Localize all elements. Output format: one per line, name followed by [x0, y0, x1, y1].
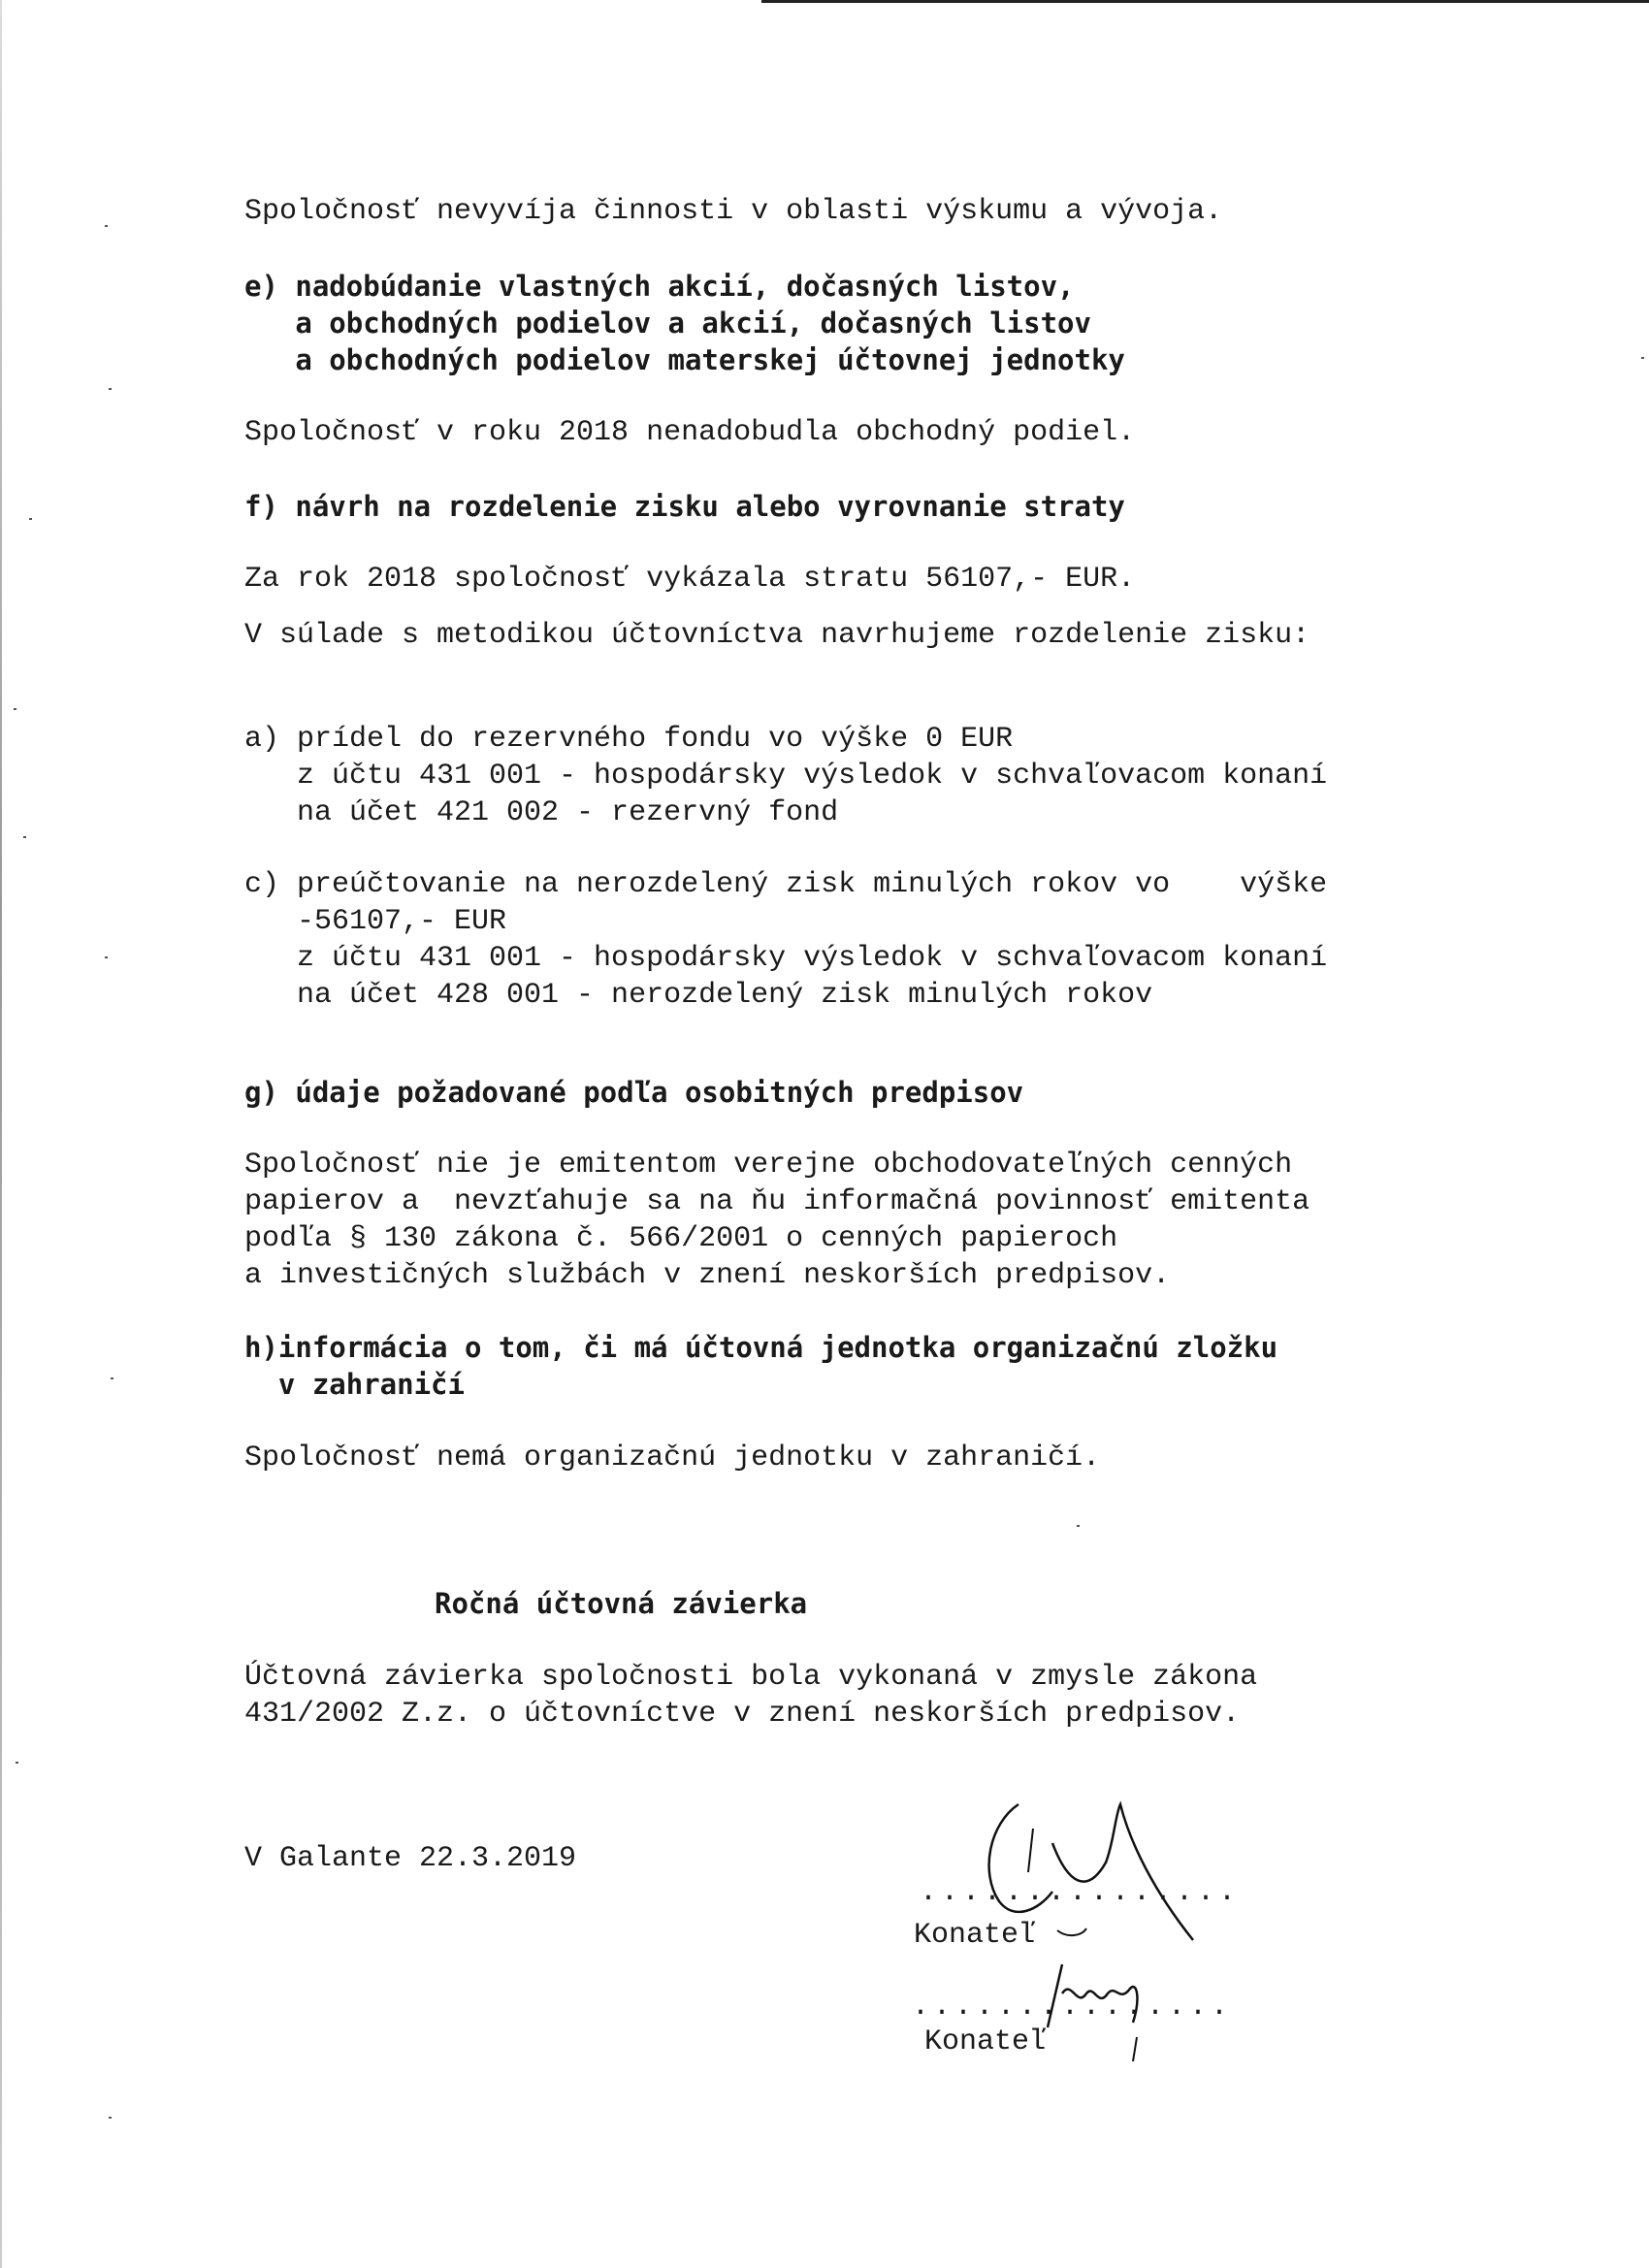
item-a-line-2: z účtu 431 001 - hospodársky výsledok v schvaľovacom konaní	[244, 760, 1328, 793]
item-c-line-2: -56107,- EUR	[244, 905, 507, 938]
closing-text-2: 431/2002 Z.z. o účtovníctve v znení neskorších predpisov.	[244, 1698, 1241, 1731]
intro-text: Spoločnosť nevyvíja činnosti v oblasti výskumu a vývoja.	[244, 195, 1223, 228]
section-e-heading-1: e) nadobúdanie vlastných akcií, dočasných listov,	[244, 270, 1075, 303]
item-a-line-3: na účet 421 002 - rezervný fond	[244, 796, 839, 829]
section-g-text-1: Spoločnosť nie je emitentom verejne obchodovateľných cenných	[244, 1149, 1293, 1182]
signature-label-2: Konateľ	[924, 2025, 1048, 2058]
section-h-heading-2: v zahraničí	[244, 1368, 465, 1401]
item-c-line-4: na účet 428 001 - nerozdelený zisk minulých rokov	[244, 979, 1153, 1012]
item-a-line-1: a) prídel do rezervného fondu vo výške 0 EUR	[244, 723, 1014, 756]
section-f-text-1: Za rok 2018 spoločnosť vykázala stratu 56107,- EUR.	[244, 563, 1136, 596]
section-g-heading: g) údaje požadované podľa osobitných predpisov	[244, 1076, 1024, 1109]
item-c-line-1: c) preúčtovanie na nerozdelený zisk minulých rokov vo výške	[244, 868, 1328, 901]
section-g-text-2: papierov a nevzťahuje sa na ňu informačná povinnosť emitenta	[244, 1185, 1310, 1218]
section-e-heading-3: a obchodných podielov materskej účtovnej jednotky	[244, 343, 1125, 376]
section-f-text-2: V súlade s metodikou účtovníctva navrhujeme rozdelenie zisku:	[244, 619, 1310, 652]
section-h-text: Spoločnosť nemá organizačnú jednotku v zahraničí.	[244, 1442, 1101, 1474]
item-c-line-3: z účtu 431 001 - hospodársky výsledok v schvaľovacom konaní	[244, 942, 1328, 975]
section-e-heading-2: a obchodných podielov a akcií, dočasných listov	[244, 307, 1091, 340]
section-h-heading-1: h)informácia o tom, či má účtovná jednotka organizačnú zložku	[244, 1331, 1278, 1364]
signature-line-1: ...............	[920, 1876, 1241, 1909]
signature-label-1: Konateľ	[914, 1919, 1037, 1952]
place-date: V Galante 22.3.2019	[244, 1842, 577, 1875]
section-g-text-4: a investičných službách v znení neskorších predpisov.	[244, 1259, 1171, 1292]
top-rule	[761, 0, 1649, 3]
closing-text-1: Účtovná závierka spoločnosti bola vykonaná v zmysle zákona	[244, 1661, 1258, 1694]
section-g-text-3: podľa § 130 zákona č. 566/2001 o cenných papieroch	[244, 1222, 1118, 1255]
section-f-heading: f) návrh na rozdelenie zisku alebo vyrovnanie straty	[244, 490, 1125, 523]
scan-left-edge	[0, 0, 2, 2268]
closing-heading: Ročná účtovná závierka	[435, 1587, 808, 1620]
section-e-text: Spoločnosť v roku 2018 nenadobudla obchodný podiel.	[244, 416, 1136, 449]
signature-line-2: ...............	[912, 1991, 1233, 2024]
